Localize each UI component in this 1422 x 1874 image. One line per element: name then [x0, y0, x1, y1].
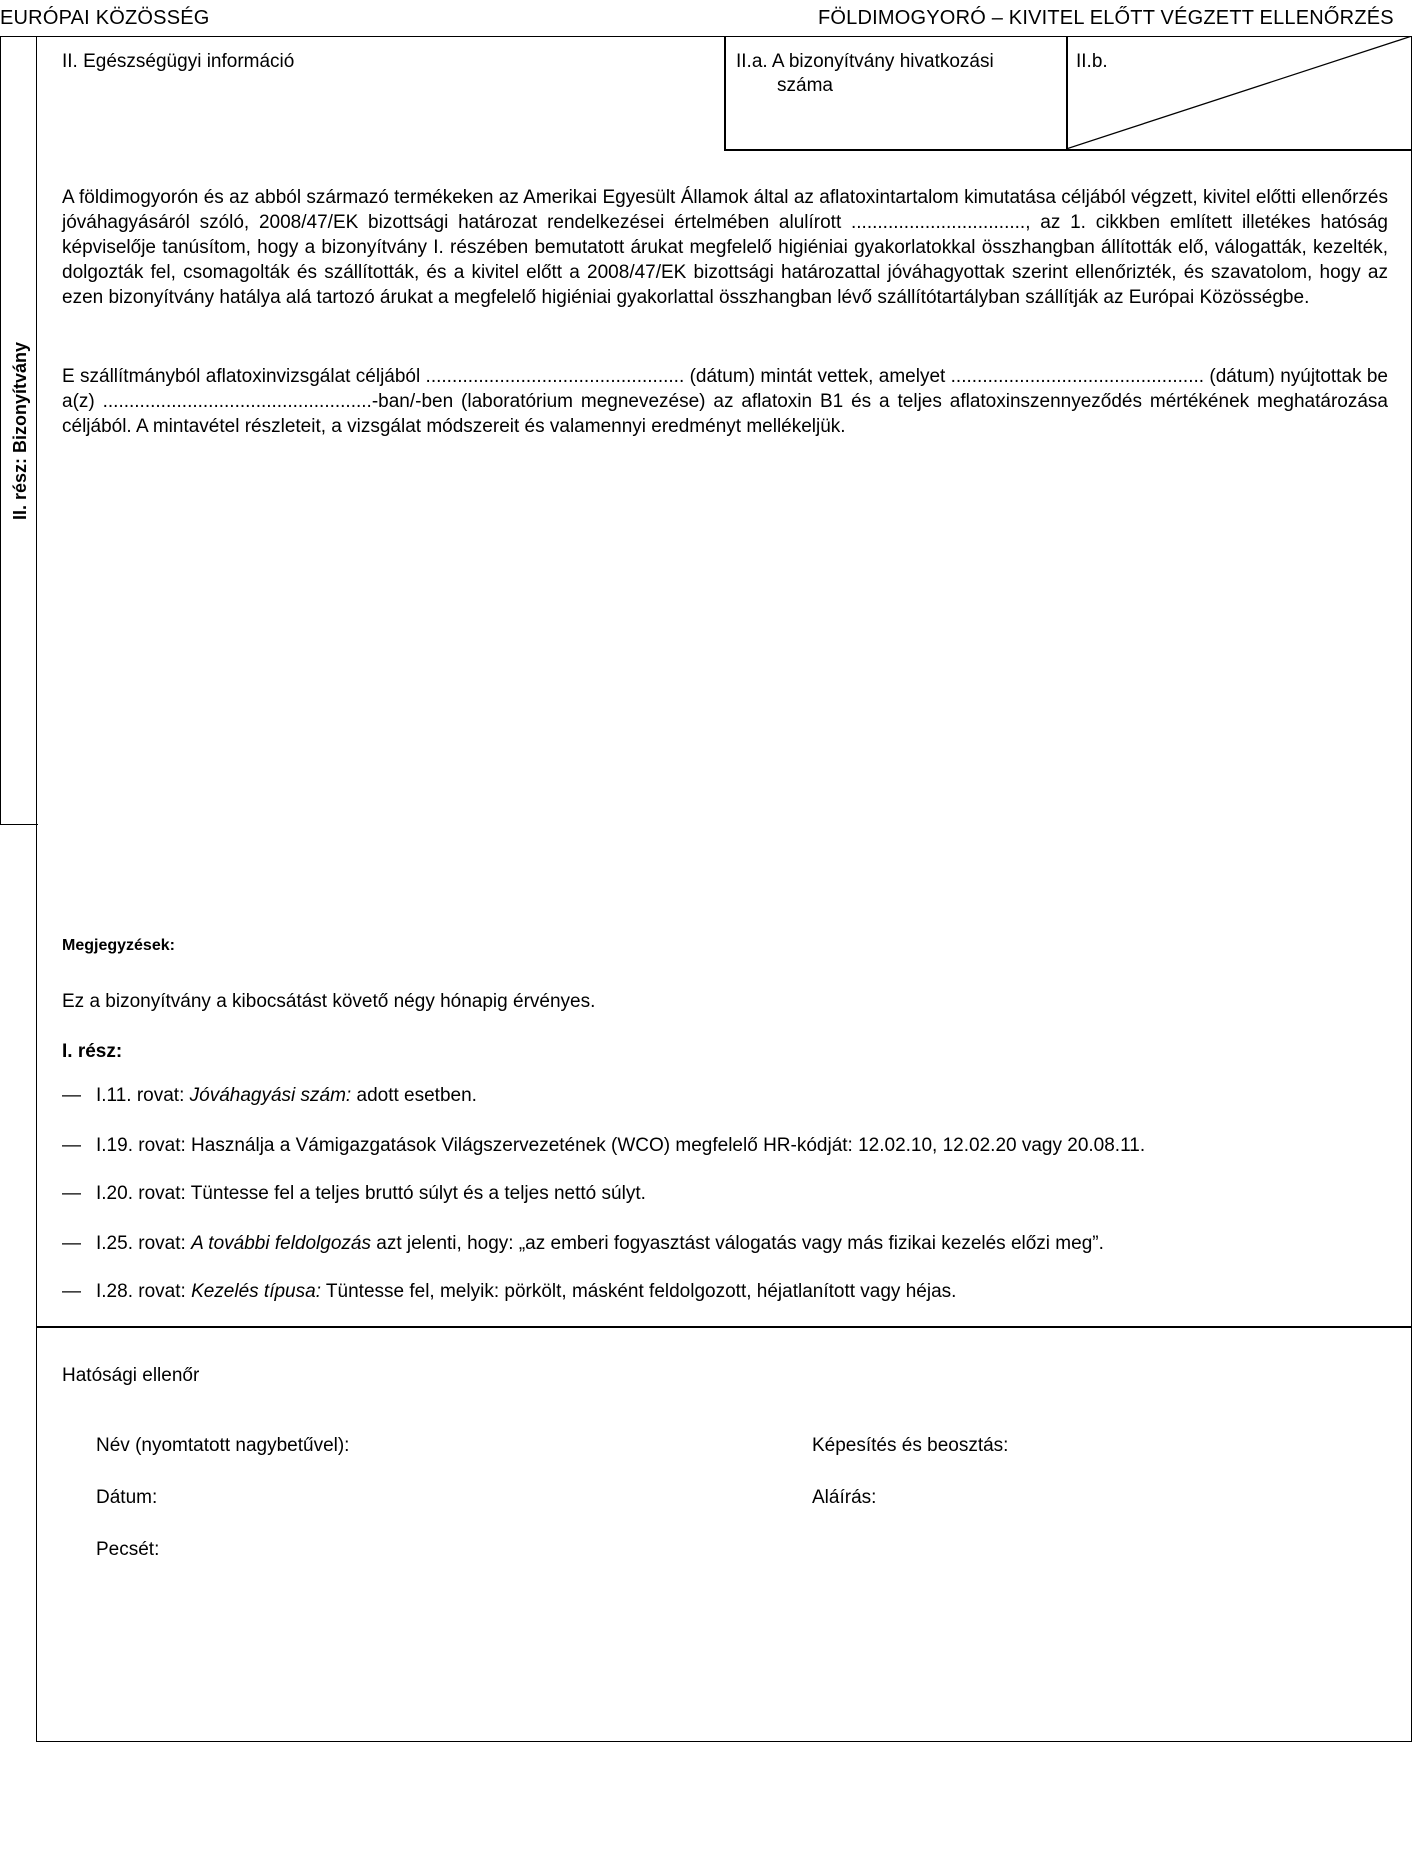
qualification-field-label: Képesítés és beosztás: [812, 1435, 1009, 1456]
iib-label: II.b. [1076, 51, 1108, 72]
top-row-divider-1 [724, 36, 726, 150]
ref-number-label-line1: II.a. A bizonyítvány hivatkozási [736, 51, 994, 72]
note-i28: — I.28. rovat: Kezelés típusa: Tüntesse fel, melyik: pörkölt, másként feldolgozott, héjatlanított vagy héjas. [62, 1281, 957, 1302]
note-i11: — I.11. rovat: Jóváhagyási szám: adott esetben. [62, 1085, 477, 1106]
note-i20: — I.20. rovat: Tüntesse fel a teljes bruttó súlyt és a teljes nettó súlyt. [62, 1183, 646, 1204]
header-right: FÖLDIMOGYORÓ – KIVITEL ELŐTT VÉGZETT ELLENŐRZÉS [818, 7, 1394, 29]
certification-paragraph: A földimogyorón és az abból származó termékeken az Amerikai Egyesült Államok által az aflatoxintartalom kimutatása céljából végzett, kivitel előtti ellenőrzés jóváhagyásáról szóló, 2008/47/EK bizottsági határozat rendelkezései értelmében alulírott ................................., az 1. cikkben említett illetékes hatóság képviselője tanúsítom, hogy a bizonyítvány I. részében bemutatott árukat megfelelő higiéniai gyakorlatokkal összhangban állították elő, válogatták, kezelték, dolgozták fel, csomagolták és szállították, és a kivitel előtt a 2008/47/EK bizottsági határozattal jóváhagyottak szerint ellenőrizték, és szavatolom, hogy az ezen bizonyítvány hatálya alá tartozó árukat a megfelelő higiéniai gyakorlattal összhangban lévő szállítótartályban szállítják az Európai Közösségbe. [62, 187, 1388, 308]
sidebar-label: II. rész: Bizonyítvány [9, 341, 30, 520]
stamp-field-label: Pecsét: [96, 1539, 160, 1560]
note-dash: — [62, 1183, 81, 1204]
date-field-label: Dátum: [96, 1487, 158, 1508]
header-left: EURÓPAI KÖZÖSSÉG [0, 7, 210, 29]
part1-heading: I. rész: [62, 1041, 123, 1062]
note-i25: — I.25. rovat: A további feldolgozás azt jelenti, hogy: „az emberi fogyasztást válogatás vagy más fizikai kezelés előzi meg”. [62, 1233, 1104, 1254]
sampling-paragraph: E szállítmányból aflatoxinvizsgálat céljából ................................................. (dátum) mintát vettek, amelyet ................................................ (dátum) nyújtottak be a(z) ...................................................-ban/-ben (laboratórium megnevezése) az aflatoxin B1 és a teljes aflatoxinszennyeződés mértékének meghatározása céljából. A mintavétel részleteit, a vizsgálat módszereit és valamennyi eredményt mellékeljük. [62, 366, 1388, 437]
notes-heading: Megjegyzések: [62, 937, 175, 954]
sidebar [0, 36, 38, 825]
health-info-label: II. Egészségügyi információ [62, 51, 295, 72]
note-i19: — I.19. rovat: Használja a Vámigazgatások Világszervezetének (WCO) megfelelő HR-kódját: 12.02.10, 12.02.20 vagy 20.08.11. [62, 1135, 1146, 1156]
validity-note: Ez a bizonyítvány a kibocsátást követő négy hónapig érvényes. [62, 991, 596, 1012]
note-dash: — [62, 1233, 81, 1254]
official-inspector-label: Hatósági ellenőr [62, 1365, 200, 1386]
note-dash: — [62, 1281, 81, 1302]
signature-divider [36, 1326, 1412, 1328]
signature-field-label: Aláírás: [812, 1487, 877, 1508]
ref-number-label-line2: száma [777, 75, 833, 96]
note-dash: — [62, 1085, 81, 1106]
iib-diagonal-line [1066, 36, 1412, 150]
name-field-label: Név (nyomtatott nagybetűvel): [96, 1435, 350, 1456]
note-dash: — [62, 1135, 81, 1156]
